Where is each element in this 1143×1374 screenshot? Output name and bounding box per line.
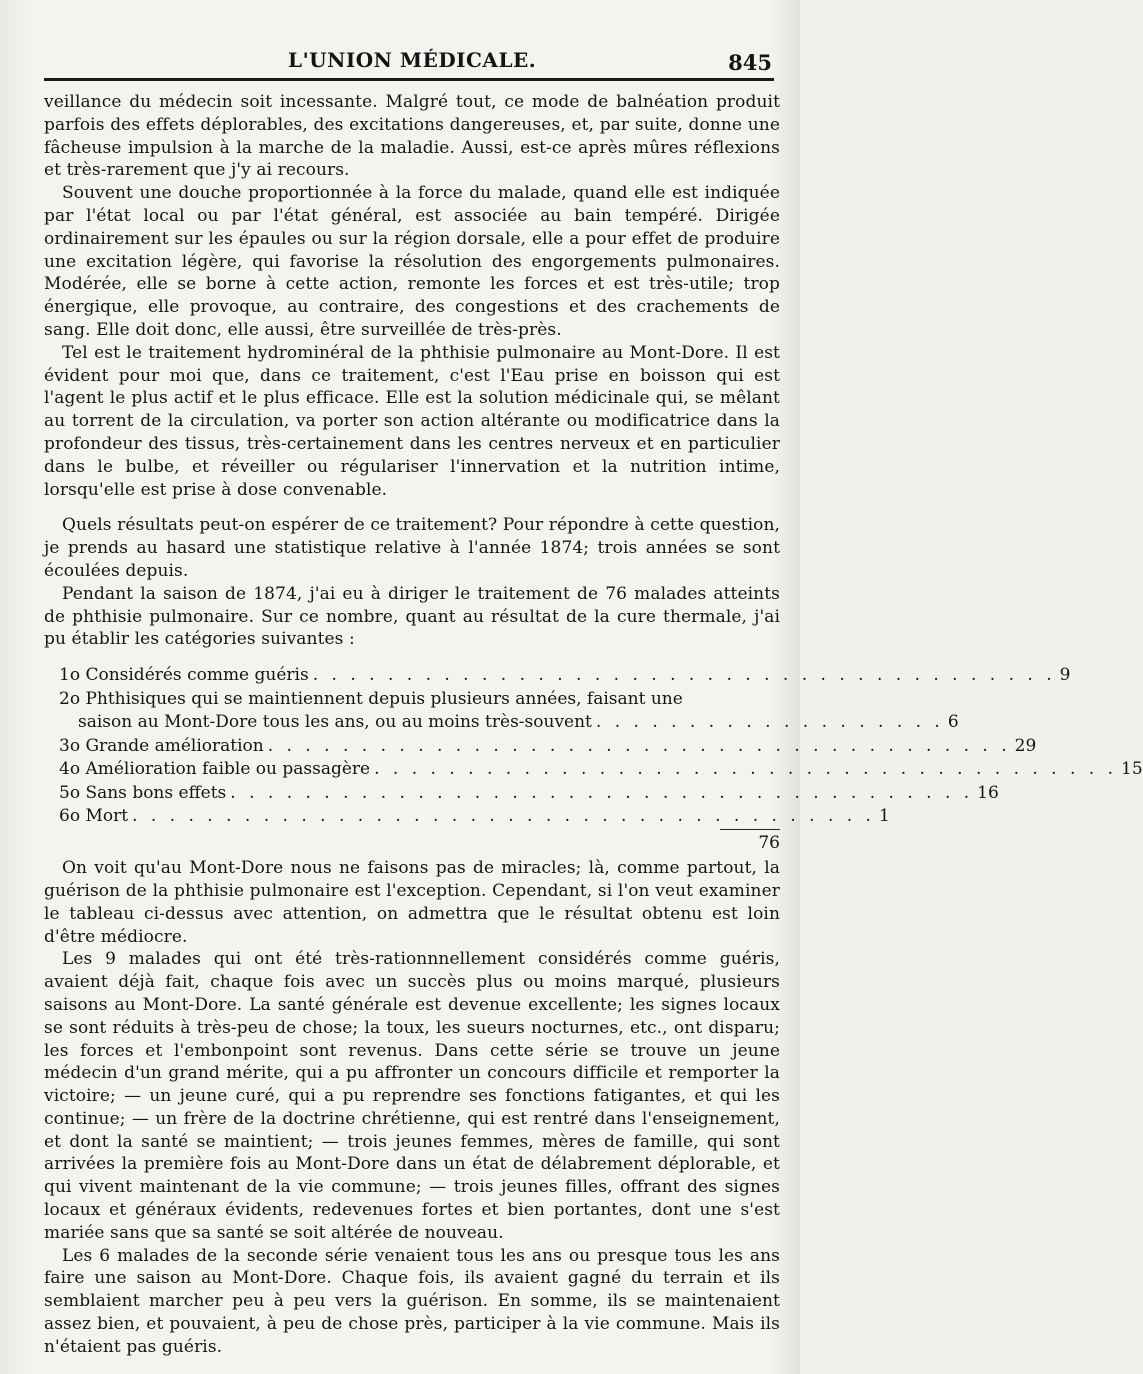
paragraph: Pendant la saison de 1874, j'ai eu à diriger le traitement de 76 malades atteints de phthisie pulmonaire. Sur ce nombre, quant au résultat de la cure thermale, j'ai pu établir les catégories suivantes : bbox=[44, 583, 780, 650]
paragraph: Tel est le traitement hydrominéral de la phthisie pulmonaire au Mont-Dore. Il est évident pour moi que, dans ce traitement, c'est l'Eau prise en boisson qui est l'agent le plus actif et le plus efficace. Elle est la solution médicinale qui, se mêlant au torrent de la circulation, va porter son action altérante ou modificatrice dans la profondeur des tissus, très-certainement dans les centres nerveux et en particulier dans le bulbe, et réveiller ou régulariser l'innervation et la nutrition intime, lorsqu'elle est prise à dose convenable. bbox=[44, 342, 780, 500]
result-row bbox=[44, 664, 1071, 688]
result-label: 1o Considérés comme guéris bbox=[59, 665, 309, 686]
result-row bbox=[44, 711, 959, 735]
journal-title: L'UNION MÉDICALE. bbox=[288, 48, 537, 72]
article-body bbox=[44, 91, 1143, 1359]
leader-dots: . . . . . . . . . . . . . . . . . . . . . . . . . . . . . . . . . . . . . . . . bbox=[374, 759, 1118, 780]
result-label: saison au Mont-Dore tous les ans, ou au moins très-souvent bbox=[78, 712, 592, 733]
result-row bbox=[44, 758, 1143, 782]
leader-dots: . . . . . . . . . . . . . . . . . . . . . . . . . . . . . . . . . . . . . . . . bbox=[267, 735, 1011, 756]
result-count: 29 bbox=[1014, 735, 1037, 756]
result-count: 16 bbox=[977, 782, 999, 803]
result-row bbox=[44, 735, 1037, 759]
result-total: 76 bbox=[720, 829, 780, 856]
leader-dots: . . . . . . . . . . . . . . . . . . . bbox=[595, 712, 944, 733]
result-label: 3o Grande amélioration bbox=[59, 735, 264, 756]
leader-dots: . . . . . . . . . . . . . . . . . . . . . . . . . . . . . . . . . . . . . . . . bbox=[132, 806, 875, 827]
result-count: 6 bbox=[947, 712, 959, 733]
result-count: 9 bbox=[1059, 665, 1071, 686]
result-row bbox=[44, 688, 780, 712]
leader-dots: . . . . . . . . . . . . . . . . . . . . . . . . . . . . . . . . . . . . . . . . bbox=[312, 665, 1056, 686]
result-label: 2o Phthisiques qui se maintiennent depuis plusieurs années, faisant une bbox=[59, 688, 683, 709]
result-label: 5o Sans bons effets bbox=[59, 782, 227, 803]
paragraph: On voit qu'au Mont-Dore nous ne faisons pas de miracles; là, comme partout, la guérison de la phthisie pulmonaire est l'exception. Cependant, si l'on veut examiner le tableau ci-dessus avec attention, on admettra que le résultat obtenu est loin d'être médiocre. bbox=[44, 858, 780, 947]
result-label: 6o Mort bbox=[59, 806, 129, 827]
paragraph: Souvent une douche proportionnée à la force du malade, quand elle est indiquée par l'état local ou par l'état général, est associée au bain tempéré. Dirigée ordinairement sur les épaules ou sur la région dorsale, elle a pour effet de produire une excitation légère, qui favorise la résolution des engorgements pulmonaires. Modérée, elle se borne à cette action, remonte les forces et est très-utile; trop énergique, elle provoque, au contraire, des congestions et des crachements de sang. Elle doit donc, elle aussi, être surveillée de très-près. bbox=[44, 183, 780, 340]
result-count: 1 bbox=[878, 806, 890, 827]
page-number: 845 bbox=[728, 50, 772, 75]
running-head bbox=[44, 40, 780, 76]
paragraph: veillance du médecin soit incessante. Malgré tout, ce mode de balnéation produit parfois des effets déplorables, des excitations dangereuses, et, par suite, donne une fâcheuse impulsion à la marche de la maladie. Aussi, est-ce après mûres réflexions et très-rarement que j'y ai recours. bbox=[44, 92, 780, 181]
paragraph: Les 6 malades de la seconde série venaient tous les ans ou presque tous les ans faire une saison au Mont-Dore. Chaque fois, ils avaient gagné du terrain et ils semblaient marcher peu à peu vers la guérison. En somme, ils se maintenaient assez bien, et pouvaient, à peu de chose près, participer à la vie commune. Mais ils n'étaient pas guéris. bbox=[44, 1245, 780, 1357]
header-rule bbox=[44, 78, 774, 81]
paragraph: Les 9 malades qui ont été très-rationnnellement considérés comme guéris, avaient déjà fait, chaque fois avec un succès plus ou moins marqué, plusieurs saisons au Mont-Dore. La santé générale est devenue excellente; les signes locaux se sont réduits à très-peu de chose; la toux, les sueurs nocturnes, etc., ont disparu; les forces et l'embonpoint sont revenus. Dans cette série se trouve un jeune médecin d'un grand mérite, qui a pu affronter un concours difficile et remporter la victoire; — un jeune curé, qui a pu reprendre ses fonctions fatigantes, et qui les continue; — un frère de la doctrine chrétienne, qui est rentré dans l'enseignement, et dont la santé se maintient; — trois jeunes femmes, mères de famille, qui sont arrivées la première fois au Mont-Dore dans un état de délabrement déplorable, et qui vivent maintenant de la vie commune; — trois jeunes filles, offrant des signes locaux et généraux évidents, redevenues fortes et bien portantes, dont une s'est mariée sans que sa santé se soit altérée de nouveau. bbox=[44, 949, 780, 1243]
paragraph: Quels résultats peut-on espérer de ce traitement? Pour répondre à cette question, je prends au hasard une statistique relative à l'année 1874; trois années se sont écoulées depuis. bbox=[44, 515, 780, 581]
result-row bbox=[44, 782, 999, 806]
results-table bbox=[44, 664, 1143, 855]
total-row bbox=[44, 829, 780, 856]
result-label: 4o Amélioration faible ou passagère bbox=[59, 759, 371, 780]
leader-dots: . . . . . . . . . . . . . . . . . . . . . . . . . . . . . . . . . . . . . . . . bbox=[230, 782, 974, 803]
result-row bbox=[44, 805, 890, 829]
result-count: 15 bbox=[1121, 759, 1143, 780]
